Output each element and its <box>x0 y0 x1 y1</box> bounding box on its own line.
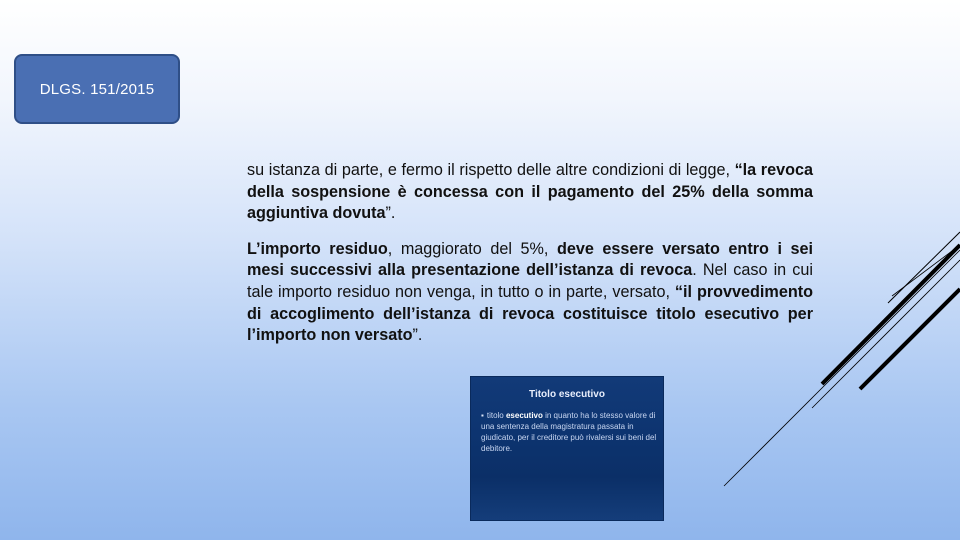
p2-end: ”. <box>412 326 423 345</box>
thumbnail-title: Titolo esecutivo <box>529 389 605 400</box>
deco-line-thin-3 <box>812 260 960 408</box>
thumbnail-text-bold: esecutivo <box>505 411 543 420</box>
p1-text: su istanza di parte, e fermo il rispetto delle altre condizioni di legge, <box>247 161 735 179</box>
p2-bold-c: “il provvedimento di accoglimento dell’istanza di revoca costituisce titolo esecutivo per l’importo non versato <box>247 282 813 345</box>
thumbnail-text-b: in quanto ha lo stesso valore di una sentenza della magistratura passata in giudicato, per il creditore può rivalersi sui beni del debitore. <box>481 411 657 453</box>
deco-line-thick-1 <box>822 245 960 384</box>
p2-bold-a: L’importo residuo <box>247 239 388 258</box>
p2-bold-b: deve essere versato entro i sei mesi successivi alla presentazione dell’istanza di revoca <box>247 239 814 280</box>
p1-end: ”. <box>385 204 396 223</box>
p2-text-a: , maggiorato del 5%, <box>387 239 557 258</box>
deco-line-thin-1 <box>888 232 960 303</box>
thumbnail-text-a: titolo <box>486 411 506 420</box>
badge-label: DLGS. 151/2015 <box>39 80 155 98</box>
p1-bold-text: “la revoca della sospensione è concessa con il pagamento del 25% della somma aggiuntiva dovuta <box>247 161 813 223</box>
p2-text-b: . Nel caso in cui tale importo residuo non venga, in tutto o in parte, versato, <box>247 261 813 301</box>
bullet-icon: ▪ <box>481 411 484 420</box>
deco-line-thick-2 <box>860 289 960 389</box>
deco-line-thin-4 <box>724 250 960 486</box>
